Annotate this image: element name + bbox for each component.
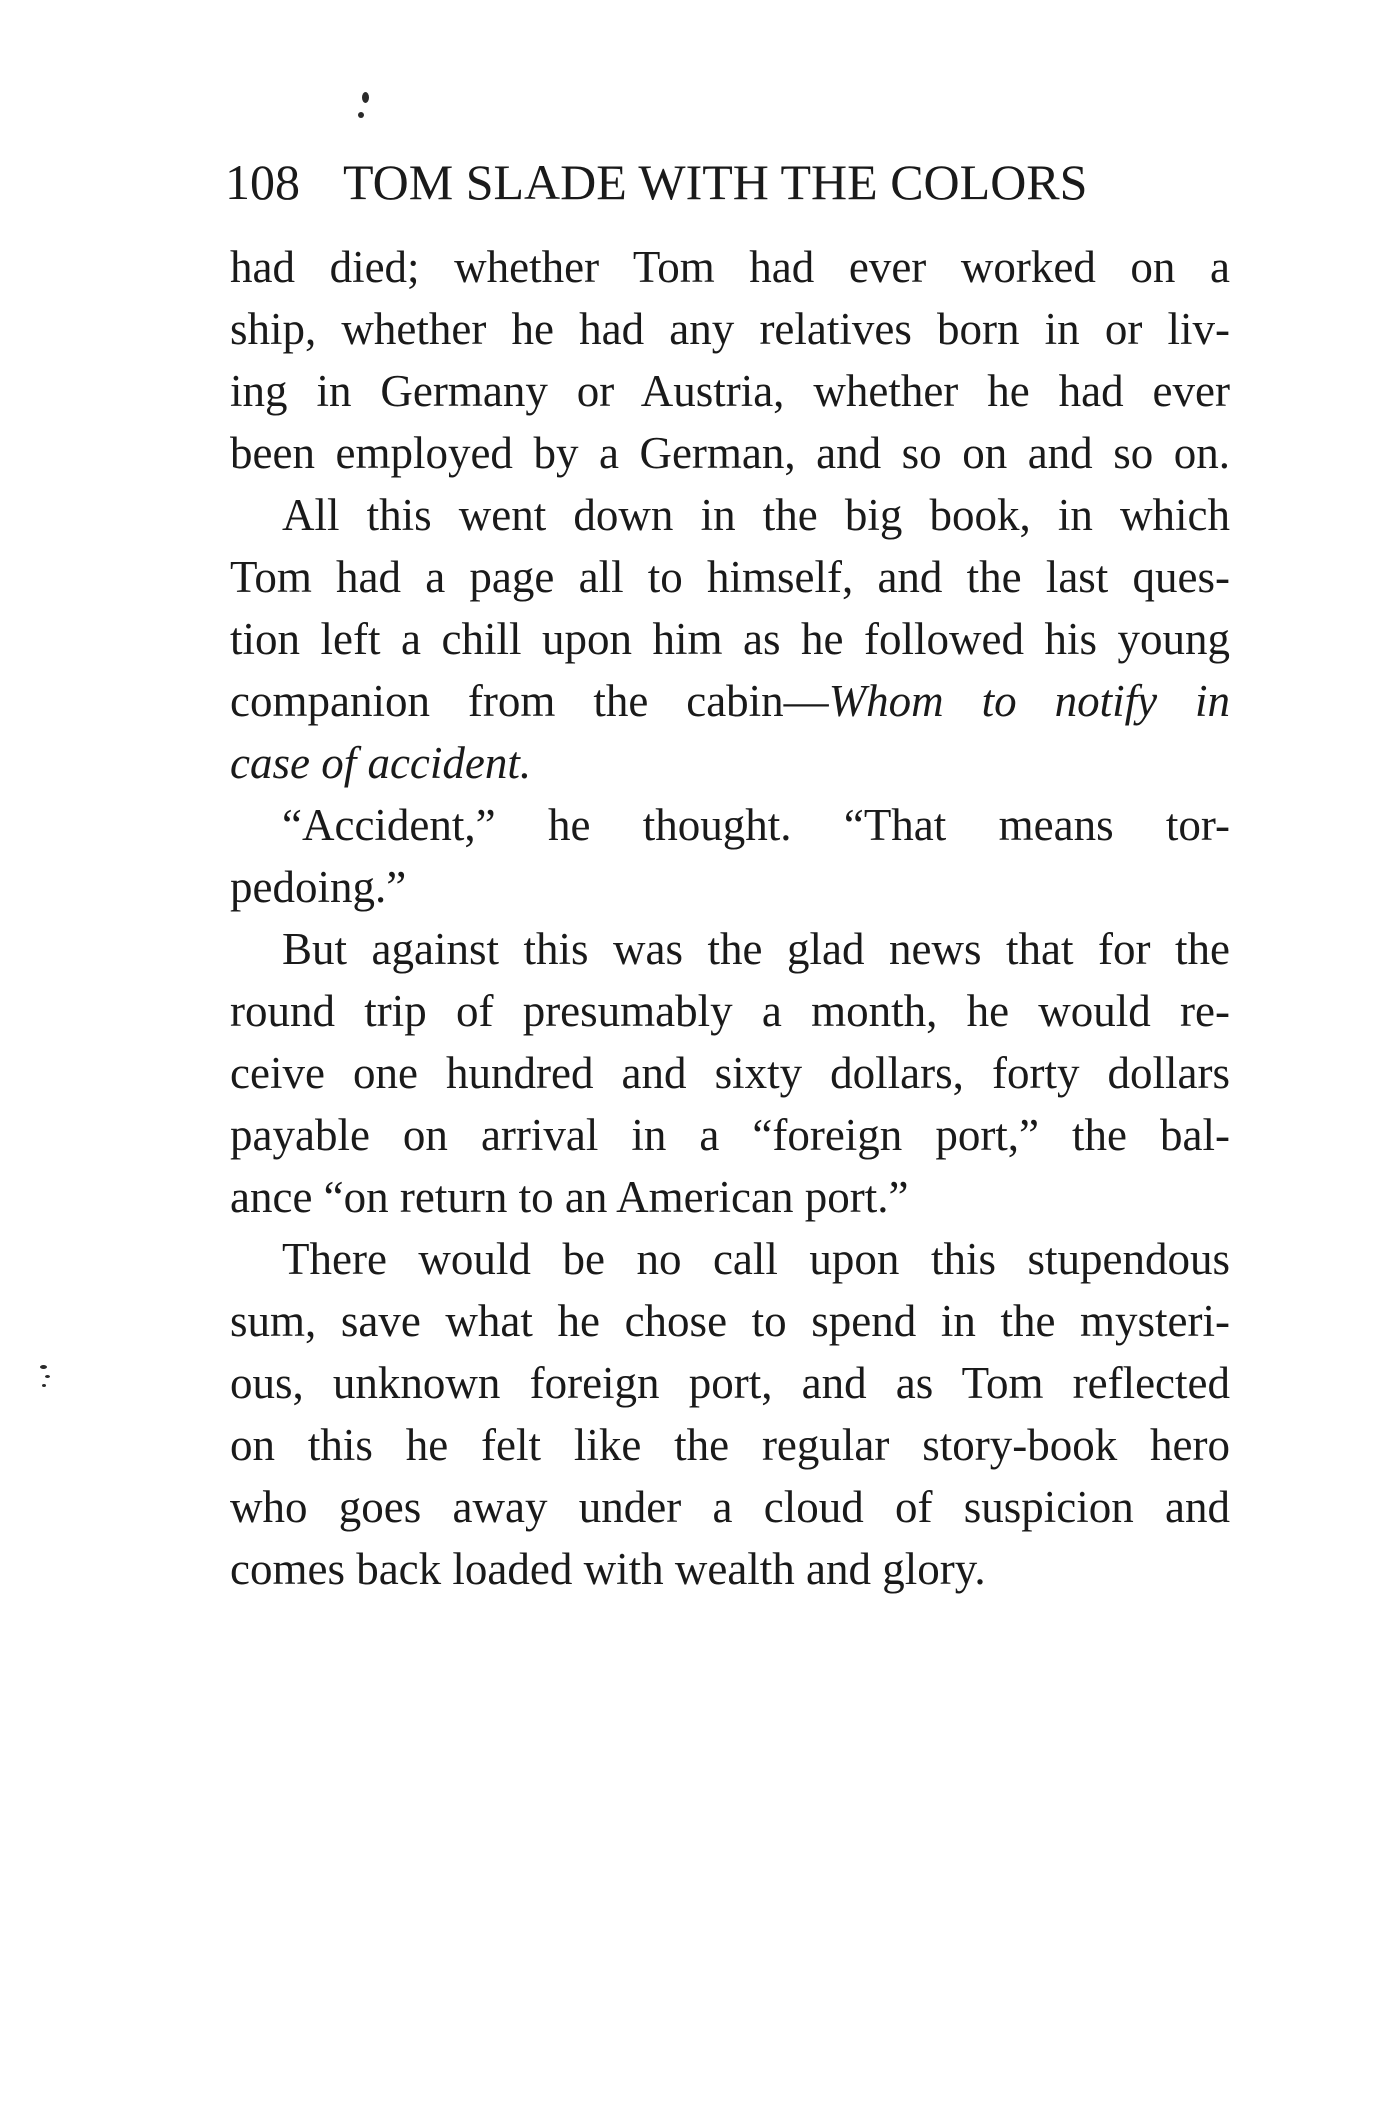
- text-line: ous, unknown foreign port, and as Tom reflected: [230, 1358, 1230, 1408]
- text-line: been employed by a German, and so on and so on.: [230, 428, 1230, 478]
- scan-speck: [40, 1365, 47, 1369]
- text-run: companion from the cabin—: [230, 676, 829, 726]
- text-line: ship, whether he had any relatives born in or liv-: [230, 304, 1230, 354]
- scan-speck: [45, 1375, 50, 1378]
- scan-speck: [42, 1384, 46, 1387]
- paragraph-first-line: All this went down in the big book, in which: [282, 490, 1230, 540]
- text-line: ing in Germany or Austria, whether he had ever: [230, 366, 1230, 416]
- paragraph-first-line: But against this was the glad news that for the: [282, 924, 1230, 974]
- text-line: comes back loaded with wealth and glory.: [230, 1544, 986, 1594]
- running-head: TOM SLADE WITH THE COLORS: [343, 154, 1088, 210]
- scan-speck: [362, 92, 369, 103]
- text-line: [230, 670, 1230, 732]
- text-line: round trip of presumably a month, he would re-: [230, 986, 1230, 1036]
- text-line: payable on arrival in a “foreign port,” the bal-: [230, 1110, 1230, 1160]
- text-line: ance “on return to an American port.”: [230, 1172, 909, 1222]
- scan-speck: [358, 112, 364, 118]
- paragraph-first-line: “Accident,” he thought. “That means tor-: [282, 800, 1230, 850]
- text-line: on this he felt like the regular story-book hero: [230, 1420, 1230, 1470]
- body-text: [230, 236, 1230, 1600]
- text-line: who goes away under a cloud of suspicion and: [230, 1482, 1230, 1532]
- text-line: had died; whether Tom had ever worked on a: [230, 242, 1230, 292]
- text-line: sum, save what he chose to spend in the mysteri-: [230, 1296, 1230, 1346]
- paragraph-first-line: There would be no call upon this stupendous: [282, 1234, 1230, 1284]
- page-number: 108: [225, 154, 300, 210]
- text-line: tion left a chill upon him as he followed his young: [230, 614, 1230, 664]
- italic-text: case of accident.: [230, 738, 532, 788]
- page-header: [225, 150, 1235, 214]
- italic-text: Whom to notify in: [828, 676, 1230, 726]
- text-line: ceive one hundred and sixty dollars, forty dollars: [230, 1048, 1230, 1098]
- text-line: Tom had a page all to himself, and the last ques-: [230, 552, 1230, 602]
- text-line: pedoing.”: [230, 862, 407, 912]
- text-line: [230, 732, 1230, 794]
